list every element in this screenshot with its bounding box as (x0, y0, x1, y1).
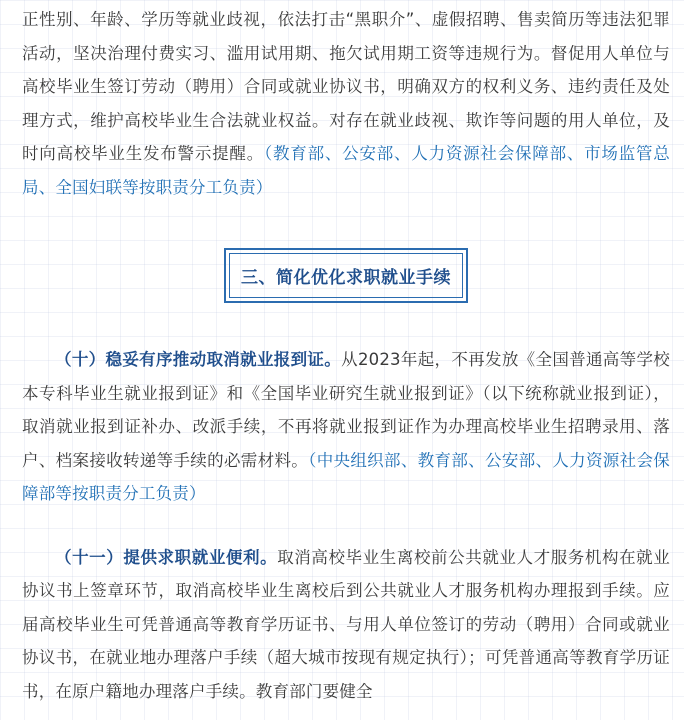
item-10-lead: （十）稳妥有序推动取消就业报到证。 (55, 350, 342, 369)
item-10-text: 从2023年起，不再发放《全国普通高等学校本专科毕业生就业报到证》和《全国毕业研究生就业报到证》（以下统称就业报到证），取消就业报到证补办、改派手续，不再将就业报到证作为办理高校毕业生招聘录用、落户、档案接收转递等手续的必需材料。 (22, 350, 670, 470)
paragraph-spacer (22, 511, 670, 541)
article-body (22, 0, 670, 708)
section-heading: 三、简化优化求职就业手续 (229, 253, 463, 298)
paragraph-text: 正性别、年龄、学历等就业歧视，依法打击“黑职介”、虚假招聘、售卖简历等违法犯罪活动，坚决治理付费实习、滥用试用期、拖欠试用期工资等违规行为。督促用人单位与高校毕业生签订劳动（聘用）合同或就业协议书，明确双方的权利义务、违约责任及处理方式，维护高校毕业生合法就业权益。对存在就业歧视、欺诈等问题的用人单位，及时向高校毕业生发布警示提醒。 (22, 10, 670, 163)
responsibility-note: （教育部、公安部、人力资源社会保障部、市场监管总局、全国妇联等按职责分工负责） (22, 144, 670, 197)
item-11-text: 取消高校毕业生离校前公共就业人才服务机构在就业协议书上签章环节，取消高校毕业生离校后到公共就业人才服务机构办理报到手续。应届高校毕业生可凭普通高等教育学历证书、与用人单位签订的劳动（聘用）合同或就业协议书，在就业地办理落户手续（超大城市按现有规定执行）；可凭普通高等教育学历证书，在原户籍地办理落户手续。教育部门要健全 (22, 547, 670, 701)
section-heading-box (224, 248, 468, 303)
item-11-lead: （十一）提供求职就业便利。 (55, 547, 278, 567)
paragraph-employment-rights (22, 3, 670, 204)
paragraph-item-10 (22, 343, 670, 511)
section-heading-container (22, 248, 670, 303)
item-10-responsibility: （中央组织部、教育部、公安部、人力资源社会保障部等按职责分工负责） (22, 450, 670, 503)
paragraph-item-11 (22, 541, 670, 709)
